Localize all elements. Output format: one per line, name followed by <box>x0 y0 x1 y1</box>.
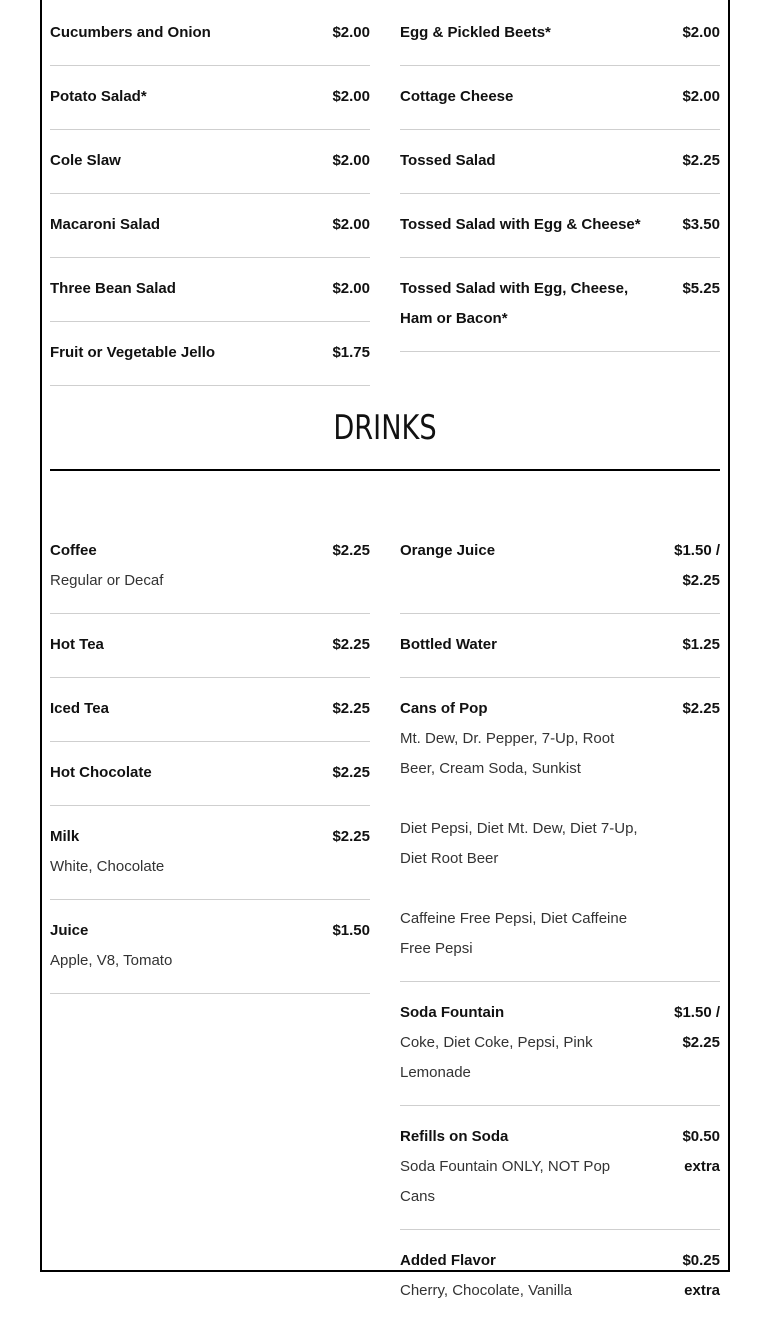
menu-item <box>50 322 370 386</box>
salads-right-column <box>400 2 720 352</box>
item-name: Tossed Salad with Egg & Cheese* <box>400 216 641 233</box>
item-name: Egg & Pickled Beets* <box>400 24 551 41</box>
item-price: $1.50 / $2.25 <box>674 1004 720 1051</box>
item-name: Three Bean Salad <box>50 280 176 297</box>
menu-item <box>400 1106 720 1230</box>
item-name: Macaroni Salad <box>50 216 161 233</box>
menu-item <box>50 66 370 130</box>
menu-item <box>50 2 370 66</box>
menu-item <box>400 258 720 352</box>
menu-item <box>400 614 720 678</box>
menu-item <box>400 194 720 258</box>
item-name: Tossed Salad <box>400 152 496 169</box>
menu-item <box>50 900 370 994</box>
item-price: $1.75 <box>332 344 370 361</box>
item-price: $0.50 extra <box>682 1128 720 1175</box>
item-description: Caffeine Free Pepsi, Diet Caffeine Free Pepsi <box>400 910 628 957</box>
item-name: Iced Tea <box>50 700 109 717</box>
item-description: Diet Pepsi, Diet Mt. Dew, Diet 7-Up, Diet Root Beer <box>400 820 638 867</box>
item-price: $5.25 <box>682 280 720 297</box>
item-name: Fruit or Vegetable Jello <box>50 344 216 361</box>
item-name: Juice <box>50 922 89 939</box>
item-description: Cherry, Chocolate, Vanilla <box>400 1282 573 1299</box>
item-name: Potato Salad* <box>50 88 147 105</box>
menu-item <box>50 130 370 194</box>
item-price: $2.00 <box>332 152 370 169</box>
item-name: Cans of Pop <box>400 700 488 717</box>
menu-item <box>400 130 720 194</box>
item-price: $2.25 <box>332 542 370 559</box>
menu-item <box>50 678 370 742</box>
item-name: Refills on Soda <box>400 1128 509 1145</box>
item-description: Soda Fountain ONLY, NOT Pop Cans <box>400 1158 611 1205</box>
drinks-section-title: DRINKS <box>333 408 437 448</box>
menu-item <box>400 2 720 66</box>
menu-item <box>400 982 720 1106</box>
salads-left-column <box>50 2 370 386</box>
item-description: Regular or Decaf <box>50 572 164 589</box>
item-name: Hot Chocolate <box>50 764 152 781</box>
menu-item <box>50 258 370 322</box>
item-name: Cottage Cheese <box>400 88 514 105</box>
menu-item <box>400 678 720 982</box>
item-price: $2.00 <box>682 24 720 41</box>
drinks-right-column <box>400 520 720 1323</box>
menu-item <box>50 194 370 258</box>
item-price: $2.00 <box>682 88 720 105</box>
item-price: $1.25 <box>682 636 720 653</box>
item-name: Hot Tea <box>50 636 104 653</box>
item-price: $3.50 <box>682 216 720 233</box>
item-name: Tossed Salad with Egg, Cheese, Ham or Bacon* <box>400 280 629 327</box>
item-price: $2.25 <box>332 636 370 653</box>
section-divider <box>50 469 720 471</box>
item-description: Apple, V8, Tomato <box>50 952 173 969</box>
menu-item <box>50 742 370 806</box>
menu-item <box>400 520 720 614</box>
item-price: $1.50 / $2.25 <box>674 542 720 589</box>
item-price: $2.25 <box>682 152 720 169</box>
item-price: $2.25 <box>332 764 370 781</box>
item-name: Cole Slaw <box>50 152 121 169</box>
item-price: $2.00 <box>332 88 370 105</box>
menu-item <box>50 520 370 614</box>
item-price: $0.25 extra <box>682 1252 720 1299</box>
menu-item <box>50 806 370 900</box>
item-name: Cucumbers and Onion <box>50 24 211 41</box>
item-price: $2.25 <box>332 700 370 717</box>
item-price: $2.25 <box>332 828 370 845</box>
item-price: $1.50 <box>332 922 370 939</box>
menu-item <box>50 614 370 678</box>
menu-item <box>400 1230 720 1323</box>
item-description: Mt. Dew, Dr. Pepper, 7-Up, Root Beer, Cream Soda, Sunkist <box>400 730 615 777</box>
item-price: $2.00 <box>332 216 370 233</box>
item-description: Coke, Diet Coke, Pepsi, Pink Lemonade <box>400 1034 593 1081</box>
item-price: $2.25 <box>682 700 720 717</box>
drinks-left-column <box>50 520 370 994</box>
item-price: $2.00 <box>332 24 370 41</box>
menu-item <box>400 66 720 130</box>
item-name: Added Flavor <box>400 1252 496 1269</box>
item-price: $2.00 <box>332 280 370 297</box>
item-name: Soda Fountain <box>400 1004 505 1021</box>
item-name: Orange Juice <box>400 542 496 559</box>
item-name: Bottled Water <box>400 636 497 653</box>
item-name: Milk <box>50 828 80 845</box>
item-name: Coffee <box>50 542 97 559</box>
item-description: White, Chocolate <box>50 858 165 875</box>
